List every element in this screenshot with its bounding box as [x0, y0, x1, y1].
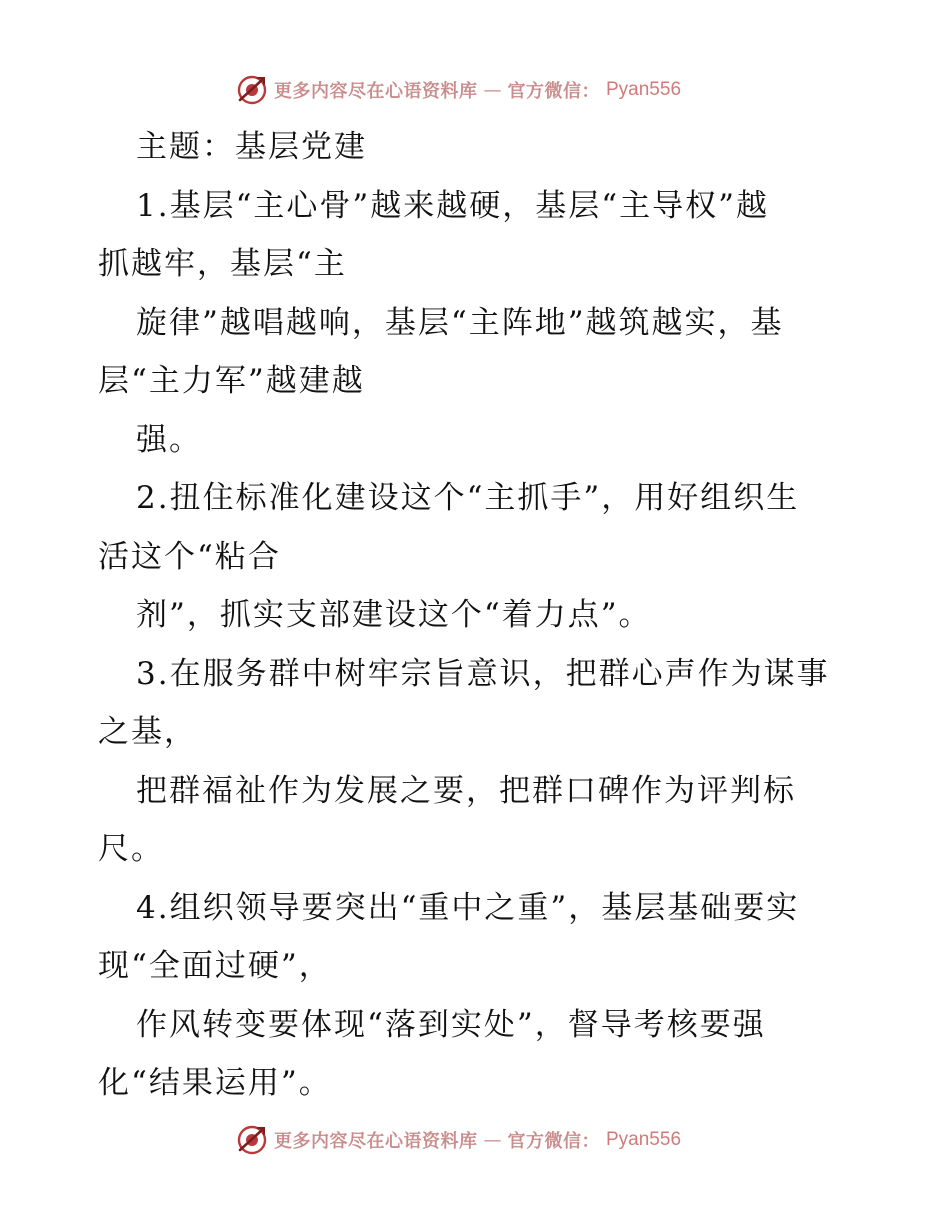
- text-line-13: 4.组织领导要突出“重中之重”，基层基础要实: [136, 890, 800, 926]
- watermark-dash: —: [483, 1129, 502, 1151]
- text-line-14: 现“全面过硬”，: [98, 948, 332, 984]
- text-line-4: 层“主力军”越建越: [98, 363, 365, 399]
- logo-icon: [236, 74, 268, 106]
- watermark-wechat-label: 官方微信：: [507, 81, 600, 102]
- watermark-footer: [236, 1122, 681, 1158]
- watermark-wechat-label: 官方微信：: [507, 1131, 600, 1152]
- watermark-text: 更多内容尽在心语资料库: [274, 1131, 478, 1152]
- text-line-2: 抓越牢，基层“主: [98, 246, 347, 282]
- text-line-9: 3.在服务群中树牢宗旨意识，把群心声作为谋事: [136, 656, 830, 692]
- watermark-text: 更多内容尽在心语资料库: [274, 81, 478, 102]
- watermark-wechat-id: Pyan556: [606, 79, 682, 100]
- text-line-8: 剂”，抓实支部建设这个“着力点”。: [136, 597, 652, 633]
- text-line-5: 强。: [136, 422, 202, 458]
- text-line-12: 尺。: [98, 831, 164, 867]
- text-line-15: 作风转变要体现“落到实处”，督导考核要强: [136, 1007, 766, 1043]
- text-line-10: 之基，: [98, 714, 197, 750]
- text-line-6: 2.扭住标准化建设这个“主抓手”，用好组织生: [136, 480, 800, 516]
- text-line-16: 化“结果运用”。: [98, 1065, 332, 1101]
- watermark-wechat-id: Pyan556: [606, 1129, 682, 1150]
- text-line-3: 旋律”越唱越响，基层“主阵地”越筑越实，基: [136, 305, 784, 341]
- logo-icon: [236, 1124, 268, 1156]
- watermark-dash: —: [483, 79, 502, 101]
- text-line-11: 把群福祉作为发展之要，把群口碑作为评判标: [136, 773, 796, 809]
- watermark-header: [236, 72, 681, 108]
- text-line-7: 活这个“粘合: [98, 539, 281, 575]
- document-title: 主题：基层党建: [136, 129, 367, 165]
- text-line-1: 1.基层“主心骨”越来越硬，基层“主导权”越: [136, 188, 769, 224]
